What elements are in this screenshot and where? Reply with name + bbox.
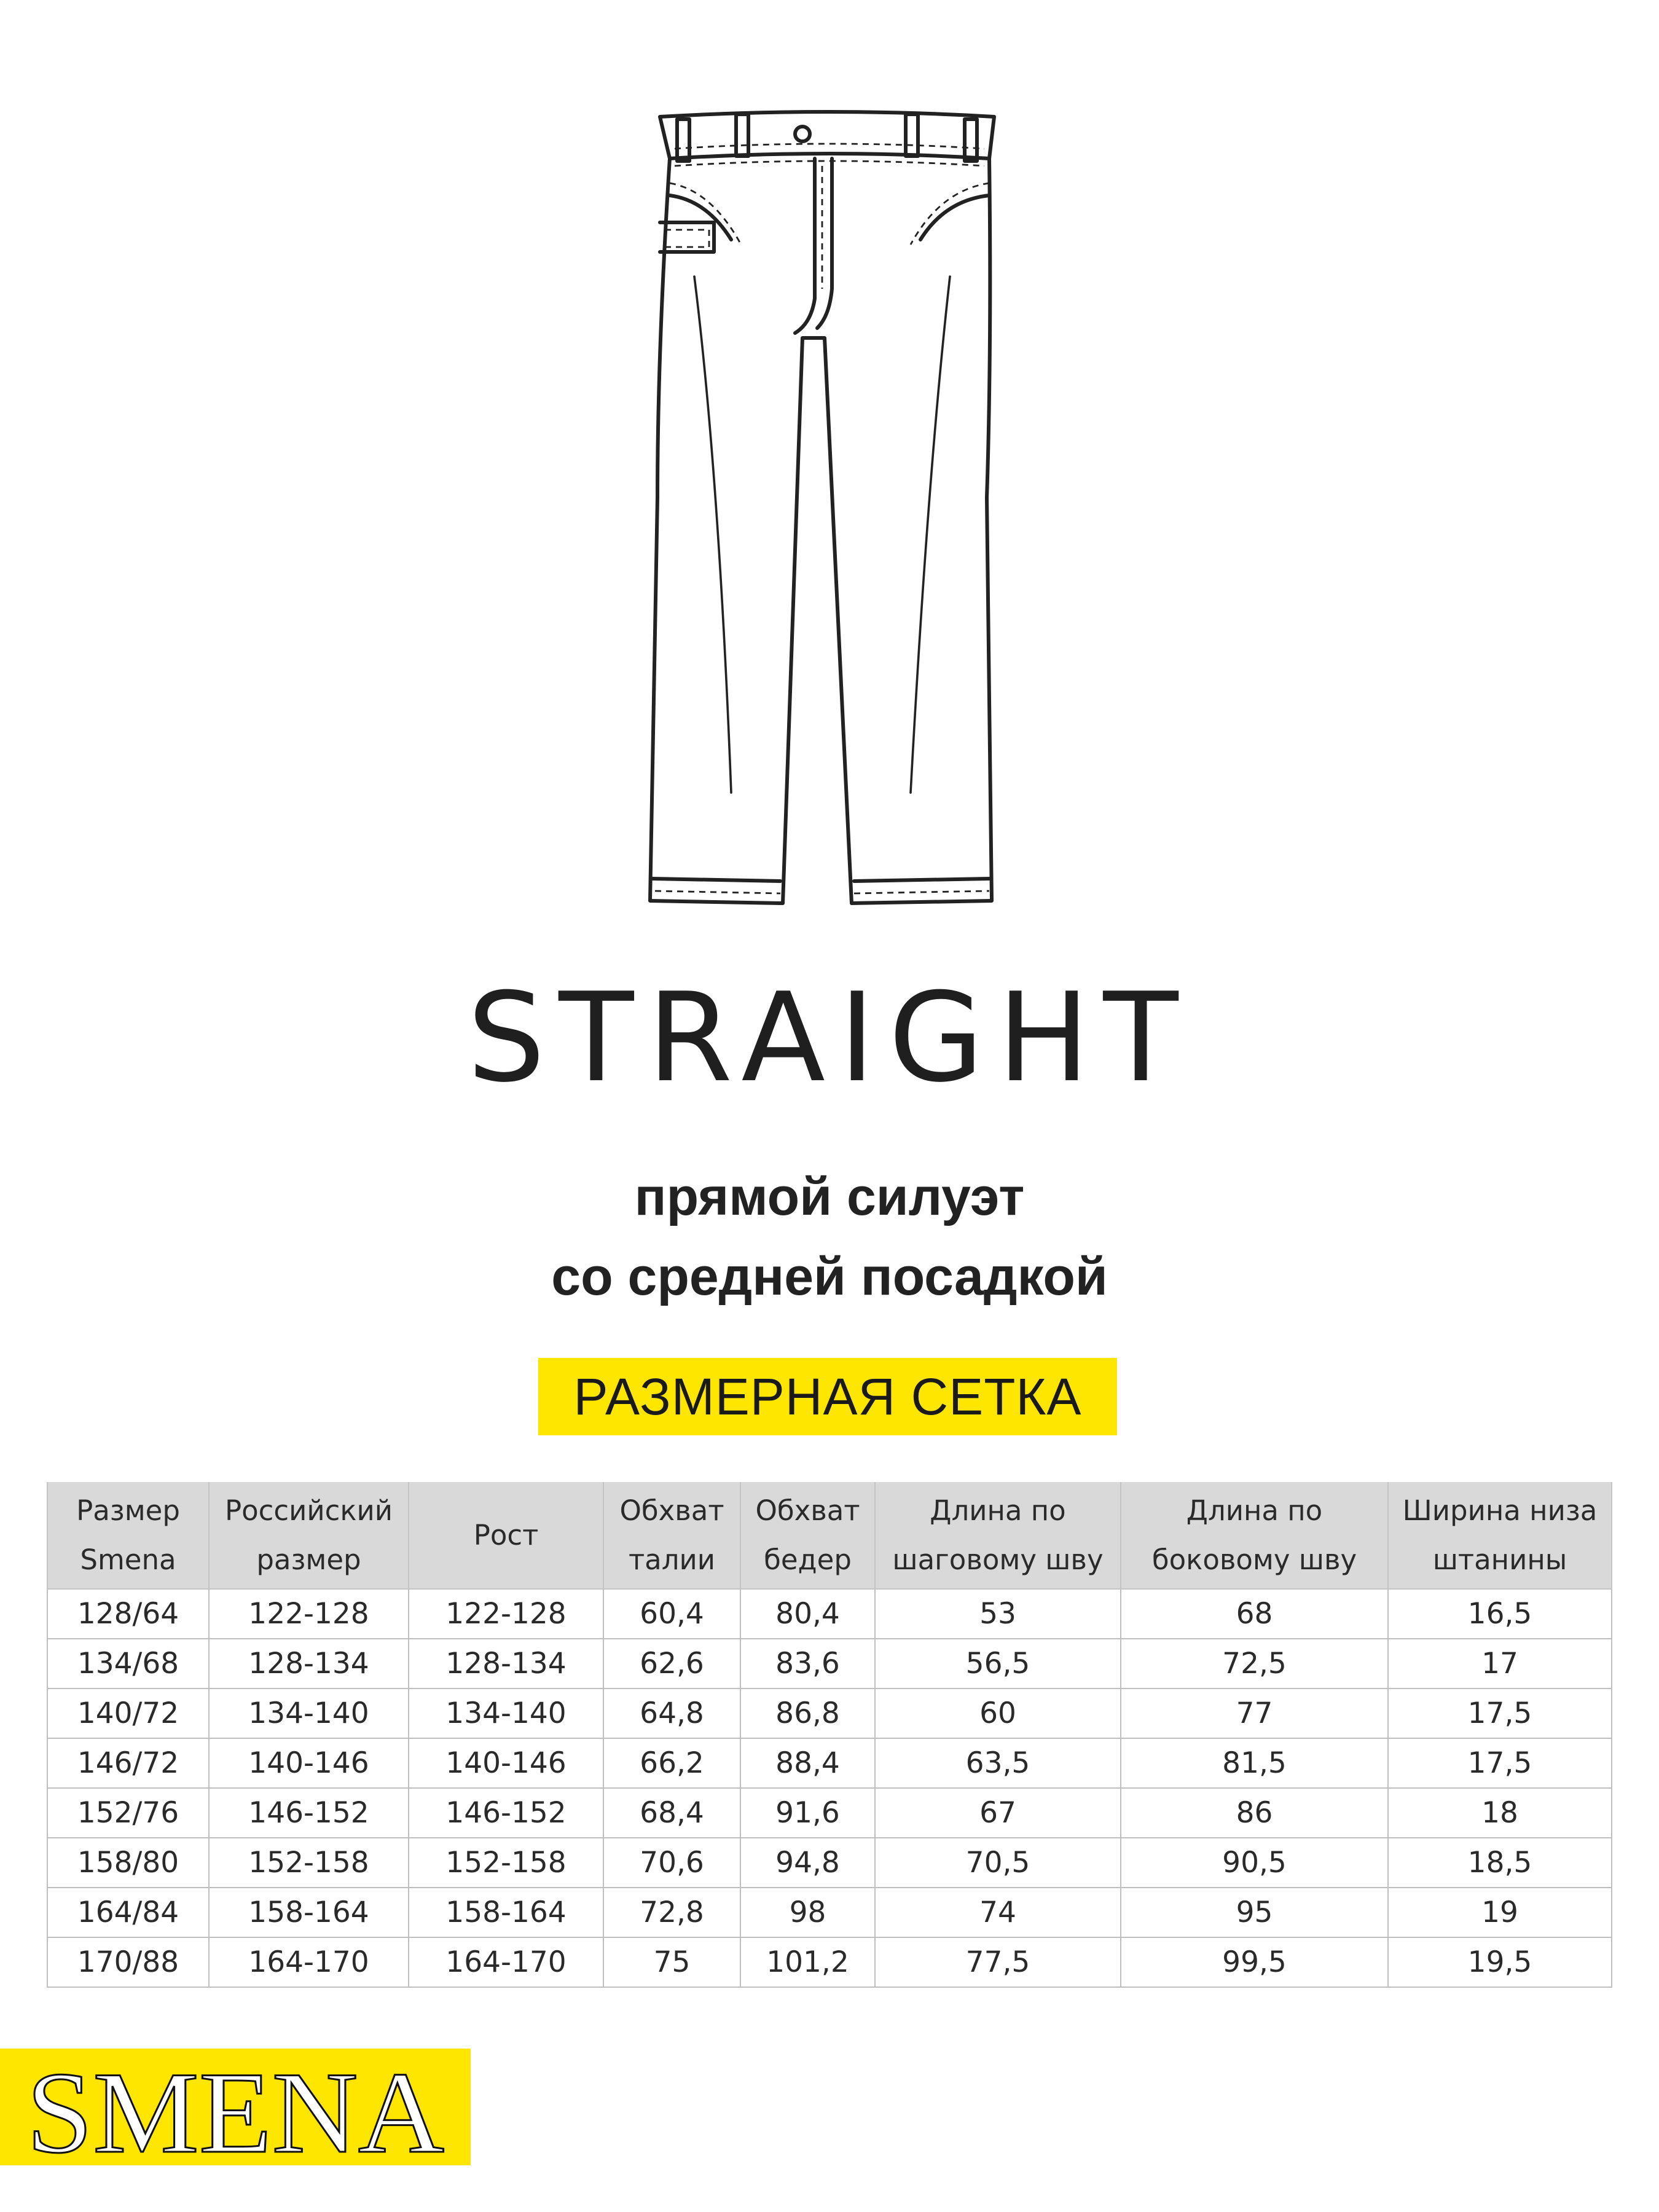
table-cell: 19,5: [1388, 1937, 1612, 1987]
table-row: [47, 1589, 1612, 1639]
table-cell: 18: [1388, 1788, 1612, 1838]
table-cell: 95: [1121, 1888, 1388, 1937]
table-cell: 56,5: [875, 1639, 1121, 1688]
table-cell: 128-134: [409, 1639, 603, 1688]
table-cell: 91,6: [740, 1788, 875, 1838]
table-cell: 99,5: [1121, 1937, 1388, 1987]
table-cell: 77: [1121, 1688, 1388, 1738]
smena-logo: [0, 2049, 471, 2165]
table-cell: 146-152: [409, 1788, 603, 1838]
smena-logo-text: SMENA: [26, 2049, 445, 2165]
table-cell: 128-134: [209, 1639, 409, 1688]
header-smena-size: Размер Smena: [47, 1482, 209, 1589]
table-cell: 70,5: [875, 1838, 1121, 1888]
table-cell: 140/72: [47, 1688, 209, 1738]
pants-illustration: [645, 104, 1014, 965]
table-cell: 140-146: [209, 1738, 409, 1788]
table-row: [47, 1788, 1612, 1838]
size-chart-label: РАЗМЕРНАЯ СЕТКА: [538, 1358, 1117, 1435]
table-cell: 83,6: [740, 1639, 875, 1688]
size-table: [47, 1482, 1612, 1988]
table-cell: 152-158: [209, 1838, 409, 1888]
table-cell: 17,5: [1388, 1738, 1612, 1788]
table-cell: 134/68: [47, 1639, 209, 1688]
table-cell: 81,5: [1121, 1738, 1388, 1788]
table-cell: 146-152: [209, 1788, 409, 1838]
table-cell: 158/80: [47, 1838, 209, 1888]
table-cell: 72,5: [1121, 1639, 1388, 1688]
table-cell: 86: [1121, 1788, 1388, 1838]
table-cell: 152/76: [47, 1788, 209, 1838]
table-row: [47, 1639, 1612, 1688]
table-row: [47, 1838, 1612, 1888]
table-cell: 164/84: [47, 1888, 209, 1937]
table-row: [47, 1688, 1612, 1738]
table-cell: 77,5: [875, 1937, 1121, 1987]
table-cell: 68,4: [603, 1788, 740, 1838]
header-outseam: Длина по боковому шву: [1121, 1482, 1388, 1589]
table-cell: 63,5: [875, 1738, 1121, 1788]
table-cell: 80,4: [740, 1589, 875, 1639]
table-cell: 66,2: [603, 1738, 740, 1788]
table-cell: 62,6: [603, 1639, 740, 1688]
table-cell: 19: [1388, 1888, 1612, 1937]
table-cell: 86,8: [740, 1688, 875, 1738]
table-cell: 170/88: [47, 1937, 209, 1987]
header-inseam: Длина по шаговому шву: [875, 1482, 1121, 1589]
table-cell: 16,5: [1388, 1589, 1612, 1639]
header-hips: Обхват бедер: [740, 1482, 875, 1589]
table-cell: 70,6: [603, 1838, 740, 1888]
table-cell: 72,8: [603, 1888, 740, 1937]
table-cell: 53: [875, 1589, 1121, 1639]
table-cell: 74: [875, 1888, 1121, 1937]
table-cell: 164-170: [209, 1937, 409, 1987]
table-cell: 164-170: [409, 1937, 603, 1987]
header-height: Рост: [409, 1482, 603, 1589]
table-cell: 101,2: [740, 1937, 875, 1987]
table-cell: 152-158: [409, 1838, 603, 1888]
table-cell: 18,5: [1388, 1838, 1612, 1888]
header-leg-opening: Ширина низа штанины: [1388, 1482, 1612, 1589]
table-cell: 90,5: [1121, 1838, 1388, 1888]
table-row: [47, 1937, 1612, 1987]
header-waist: Обхват талии: [603, 1482, 740, 1589]
table-cell: 17,5: [1388, 1688, 1612, 1738]
table-row: [47, 1888, 1612, 1937]
table-cell: 98: [740, 1888, 875, 1937]
table-cell: 134-140: [209, 1688, 409, 1738]
table-cell: 60: [875, 1688, 1121, 1738]
header-russian-size: Российский размер: [209, 1482, 409, 1589]
table-cell: 128/64: [47, 1589, 209, 1639]
table-cell: 146/72: [47, 1738, 209, 1788]
table-cell: 122-128: [409, 1589, 603, 1639]
fit-description-line-2: со средней посадкой: [551, 1247, 1108, 1306]
table-cell: 94,8: [740, 1838, 875, 1888]
table-cell: 158-164: [209, 1888, 409, 1937]
table-cell: 134-140: [409, 1688, 603, 1738]
table-cell: 158-164: [409, 1888, 603, 1937]
table-cell: 68: [1121, 1589, 1388, 1639]
table-cell: 67: [875, 1788, 1121, 1838]
fit-title: STRAIGHT: [467, 967, 1192, 1110]
table-cell: 140-146: [409, 1738, 603, 1788]
table-cell: 88,4: [740, 1738, 875, 1788]
table-header-row: [47, 1482, 1612, 1589]
table-cell: 17: [1388, 1639, 1612, 1688]
table-cell: 60,4: [603, 1589, 740, 1639]
table-cell: 64,8: [603, 1688, 740, 1738]
table-cell: 122-128: [209, 1589, 409, 1639]
table-row: [47, 1738, 1612, 1788]
fit-description-line-1: прямой силуэт: [634, 1167, 1025, 1226]
table-cell: 75: [603, 1937, 740, 1987]
